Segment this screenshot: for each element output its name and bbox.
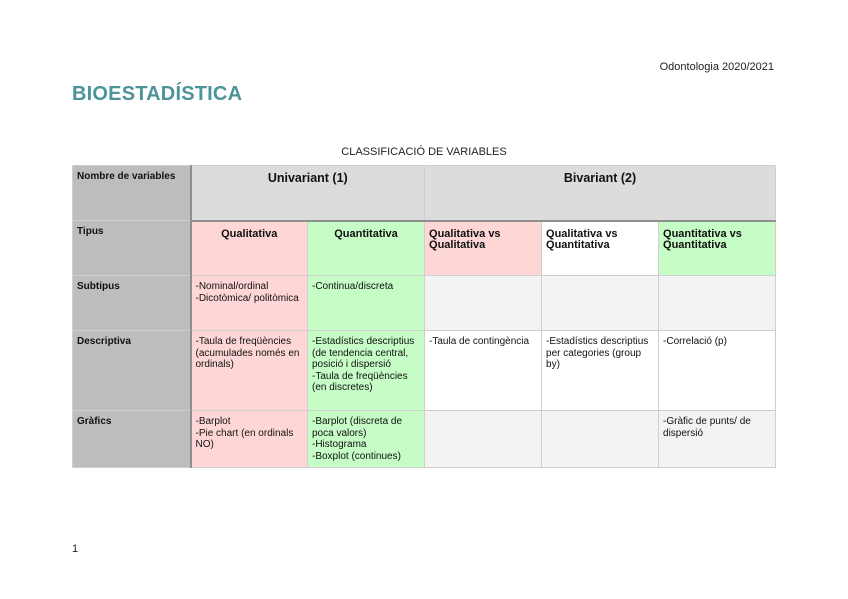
document-title: BIOESTADÍSTICA — [72, 83, 243, 105]
row-subtipus — [73, 276, 776, 331]
cell-line: -Estadístics descriptius (de tendencia central, posició i dispersió — [312, 336, 415, 370]
descriptiva-quantitativa — [308, 331, 425, 411]
table-caption: CLASSIFICACIÓ DE VARIABLES — [341, 146, 507, 158]
page-number: 1 — [72, 543, 79, 555]
subtipus-quantitativa — [308, 276, 425, 331]
cell-line: -Nominal/ordinal — [195, 281, 269, 292]
subtipus-qual-vs-quant — [542, 276, 659, 331]
row-header-nombre: Nombre de variables — [73, 166, 191, 221]
row-descriptiva — [73, 331, 776, 411]
group-bivariant: Bivariant (2) — [425, 166, 776, 221]
group-univariant: Univariant (1) — [191, 166, 425, 221]
cell-line: -Taula de contingència — [429, 336, 530, 347]
cell-line: -Pie chart (en ordinals NO) — [195, 427, 294, 450]
cell-line: -Boxplot (continues) — [312, 450, 401, 462]
cell-line: -Continua/discreta — [312, 281, 394, 292]
descriptiva-qual-vs-qual — [425, 331, 542, 411]
descriptiva-qualitativa — [191, 331, 308, 411]
cell-line: -Barplot — [195, 416, 231, 427]
subtipus-qual-vs-qual — [425, 276, 542, 331]
tipus-qual-vs-qual: Qualitativa vs Qualitativa — [425, 221, 542, 276]
row-header-grafics: Gràfics — [73, 411, 191, 468]
course-label: Odontologia 2020/2021 — [659, 61, 774, 73]
grafics-qualitativa — [191, 411, 308, 468]
cell-line: -Taula de freqüències (en discretes) — [312, 370, 408, 393]
cell-line: -Barplot (discreta de poca valors) — [312, 416, 403, 439]
cell-line: -Taula de freqüències (acumulades només en ordinals) — [195, 336, 300, 370]
tipus-qual-vs-quant: Qualitativa vs Quantitativa — [542, 221, 659, 276]
cell-line: -Correlació (p) — [663, 336, 727, 347]
descriptiva-quant-vs-quant — [659, 331, 776, 411]
grafics-quant-vs-quant — [659, 411, 776, 468]
grafics-qual-vs-quant — [542, 411, 659, 468]
row-header-subtipus: Subtipus — [73, 276, 191, 331]
row-grafics — [73, 411, 776, 468]
row-tipus — [73, 221, 776, 276]
grafics-qual-vs-qual — [425, 411, 542, 468]
tipus-qualitativa: Qualitativa — [191, 221, 308, 276]
cell-line: -Estadístics descriptius per categories (group by) — [546, 336, 649, 370]
tipus-quantitativa: Quantitativa — [308, 221, 425, 276]
cell-line: -Dicotòmica/ politòmica — [195, 292, 299, 304]
row-header-tipus: Tipus — [73, 221, 191, 276]
variables-classification-table — [72, 165, 776, 468]
row-header-descriptiva: Descriptiva — [73, 331, 191, 411]
subtipus-quant-vs-quant — [659, 276, 776, 331]
cell-line: -Histograma — [312, 439, 367, 450]
grafics-quantitativa — [308, 411, 425, 468]
descriptiva-qual-vs-quant — [542, 331, 659, 411]
row-nombre-variables — [73, 166, 776, 221]
tipus-quant-vs-quant: Quantitativa vs Quantitativa — [659, 221, 776, 276]
cell-line: -Gràfic de punts/ de dispersió — [663, 416, 751, 439]
subtipus-qualitativa — [191, 276, 308, 331]
